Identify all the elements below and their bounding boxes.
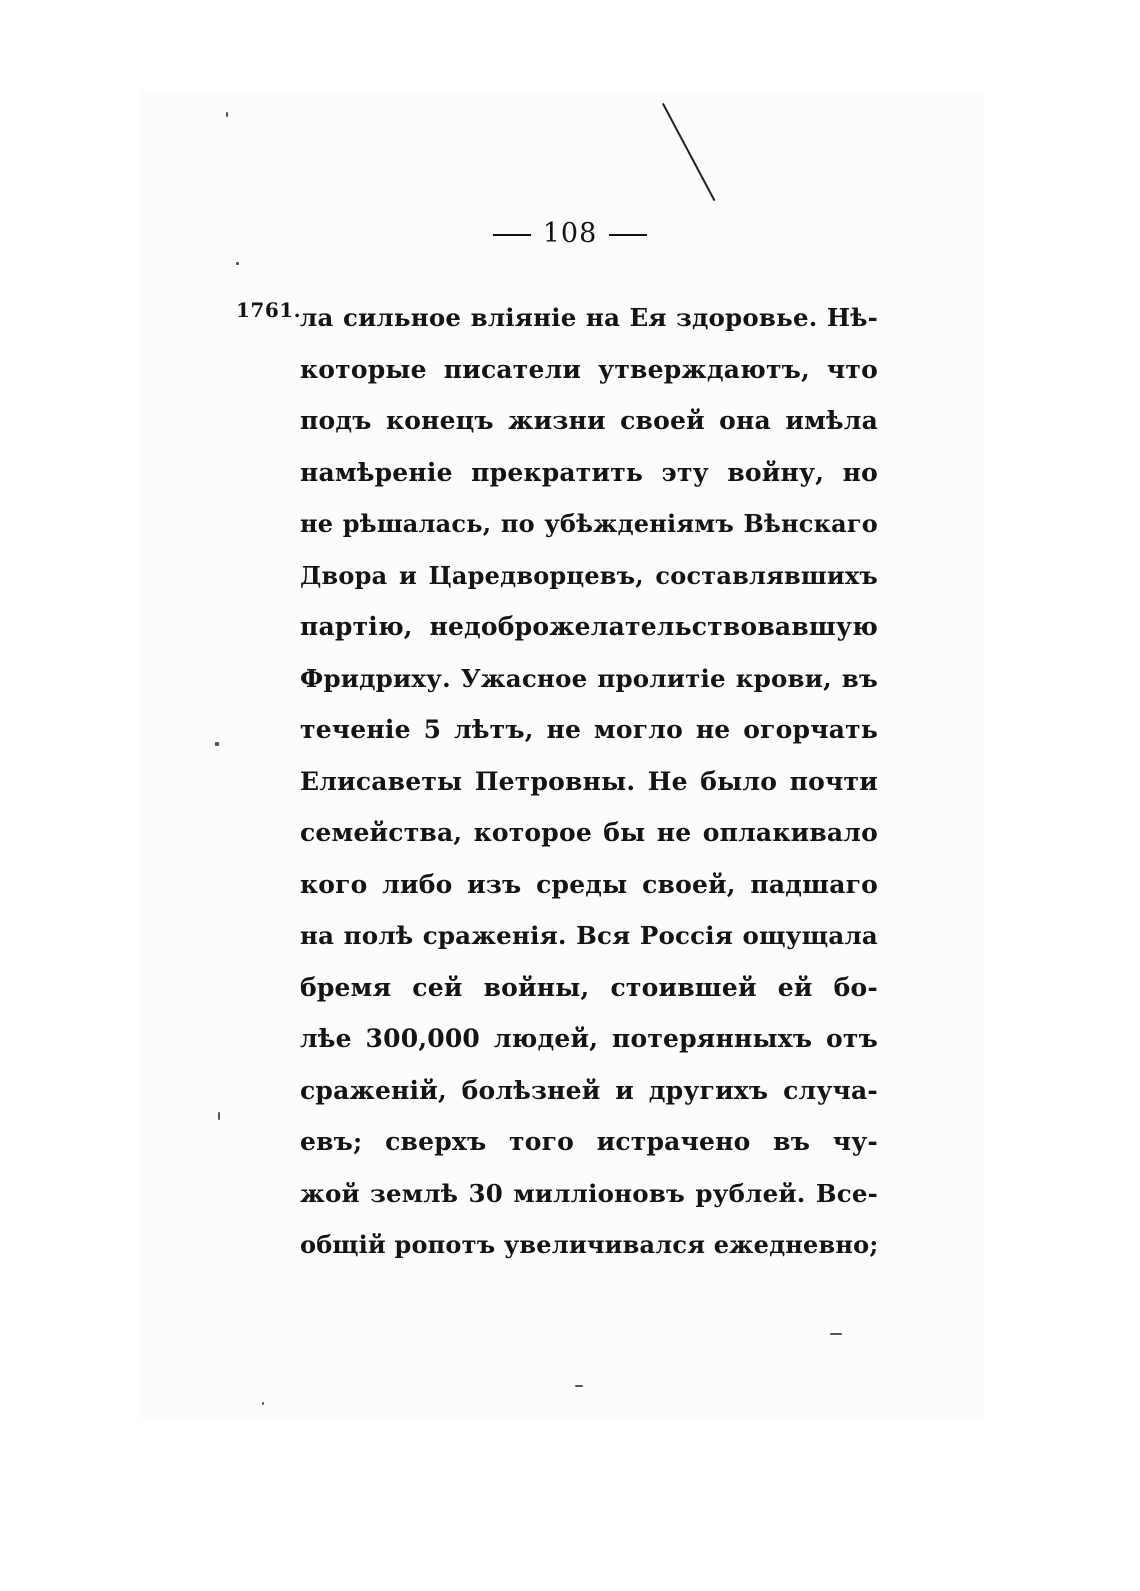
text-line: Фридриху. Ужасное пролитіе крови, въ [300, 663, 878, 693]
text-line: сраженій, болѣзней и другихъ случа- [300, 1075, 878, 1105]
text-line: бремя сей войны, стоившей ей бо- [300, 972, 878, 1002]
header-dash-left [493, 234, 531, 236]
text-line: на полѣ сраженія. Вся Россія ощущала [300, 921, 878, 950]
body-text [300, 292, 878, 1271]
scan-speck [575, 1385, 583, 1387]
scan-speck [236, 262, 239, 265]
scan-speck [218, 1112, 220, 1120]
page-number: 108 [542, 218, 598, 249]
text-line: евъ; сверхъ того истрачено въ чу- [300, 1127, 878, 1156]
text-line: кого либо изъ среды своей, падшаго [300, 869, 878, 899]
scan-speck [262, 1402, 264, 1405]
text-line: семейства, которое бы не оплакивало [300, 818, 878, 847]
page-header [0, 218, 1140, 249]
text-line: не рѣшалась, по убѣжденіямъ Вѣнскаго [300, 509, 878, 538]
margin-year-note: 1761. [236, 298, 302, 322]
scan-speck [830, 1333, 842, 1335]
scan-speck [215, 742, 219, 746]
text-line: лѣе 300,000 людей, потерянныхъ отъ [300, 1024, 878, 1053]
text-line: намѣреніе прекратить эту войну, но [300, 457, 878, 487]
text-line: ла сильное вліяніе на Ея здоровье. Нѣ- [300, 303, 878, 332]
text-line: Елисаветы Петровны. Не было почти [300, 766, 878, 796]
header-dash-right [609, 234, 647, 236]
text-line: Двора и Царедворцевъ, составлявшихъ [300, 560, 878, 590]
text-line: теченіе 5 лѣтъ, не могло не огорчать [300, 715, 878, 744]
text-line: жой землѣ 30 милліоновъ рублей. Все- [300, 1178, 878, 1208]
text-line: общій ропотъ увеличивался ежедневно; [300, 1230, 879, 1259]
scan-speck [226, 112, 228, 117]
text-line: партію, недоброжелательствовавшую [300, 612, 878, 641]
text-line: подъ конецъ жизни своей она имѣла [300, 406, 878, 435]
text-line: которые писатели утверждаютъ, что [300, 354, 878, 384]
